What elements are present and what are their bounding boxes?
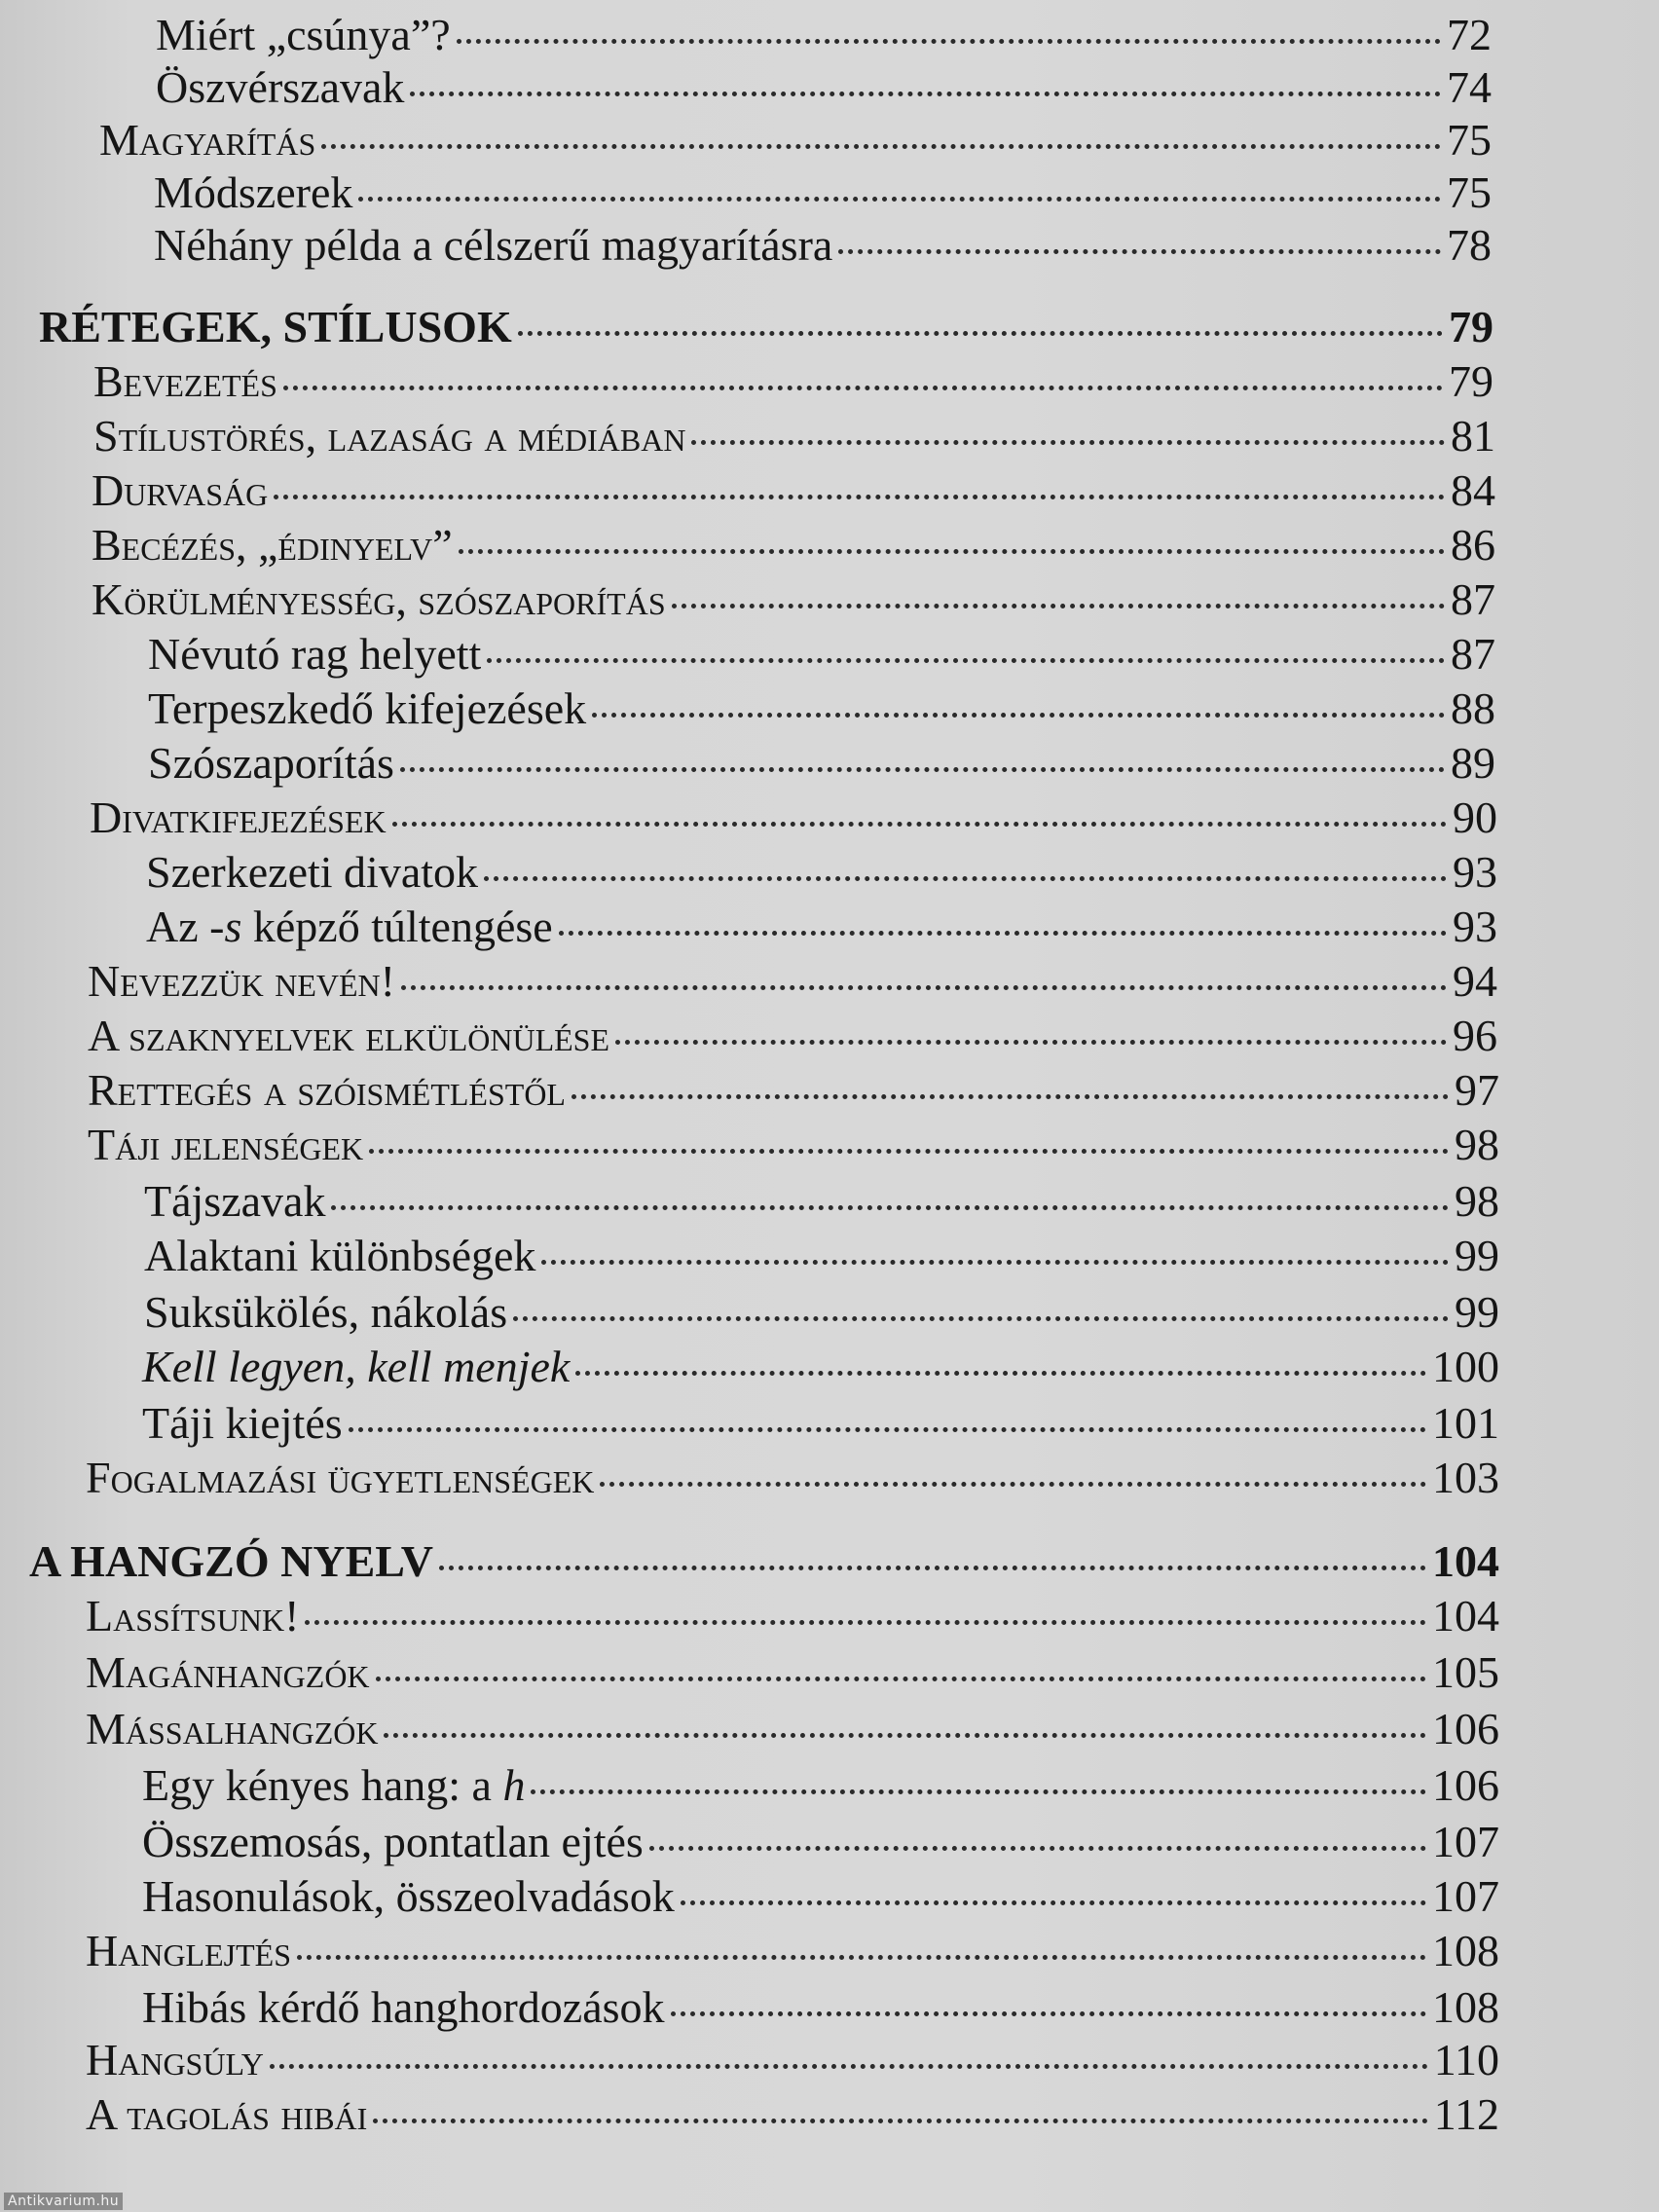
- toc-entry: [90, 789, 1497, 841]
- title-suffix: képző túltengése: [241, 902, 553, 951]
- dot-leader: [559, 892, 1447, 936]
- toc-entry-title: Becézés, „édinyelv”: [92, 520, 453, 570]
- toc-entry-page: 89: [1451, 738, 1495, 788]
- toc-entry: [142, 1867, 1499, 1920]
- dot-leader: [400, 728, 1445, 772]
- toc-entry: [92, 571, 1495, 623]
- toc-entry-page: 79: [1449, 356, 1493, 406]
- toc-entry: [142, 1813, 1499, 1865]
- dot-leader: [270, 2025, 1428, 2069]
- toc-entry-title: Összemosás, pontatlan ejtés: [142, 1817, 644, 1866]
- toc-entry: [88, 952, 1497, 1005]
- toc-entry: [92, 516, 1495, 569]
- toc-entry: [86, 1700, 1499, 1752]
- title-italic: s: [224, 902, 242, 951]
- toc-entry-title: Hasonulások, összeolvadások: [142, 1871, 675, 1921]
- toc-entry-page: 107: [1432, 1871, 1499, 1921]
- toc-entry-page: 99: [1455, 1287, 1499, 1337]
- toc-entry-title: Szószaporítás: [148, 738, 394, 788]
- toc-entry-page: 87: [1451, 574, 1495, 624]
- toc-entry-page: 93: [1453, 847, 1497, 897]
- toc-entry-title: Bevezetés: [93, 356, 277, 406]
- toc-entry: [88, 1061, 1499, 1114]
- toc-entry-page: 78: [1447, 220, 1492, 270]
- toc-entry-title: [142, 1759, 529, 1812]
- toc-entry-page: 107: [1432, 1817, 1499, 1866]
- toc-entry-page: 108: [1432, 1926, 1499, 1975]
- toc-entry-page: 99: [1455, 1231, 1499, 1280]
- toc-entry: [142, 1756, 1499, 1809]
- toc-entry-page: 101: [1432, 1398, 1499, 1448]
- watermark: Antikvarium.hu: [4, 2193, 123, 2210]
- dot-leader: [671, 1972, 1426, 2016]
- toc-entry: [156, 6, 1492, 58]
- toc-entry-title: Magyarítás: [99, 115, 316, 165]
- toc-entry-title: Mássalhangzók: [86, 1704, 379, 1753]
- toc-entry: [142, 1978, 1499, 2031]
- dot-leader: [484, 837, 1447, 881]
- toc-entry-title: Táji jelenségek: [88, 1120, 364, 1169]
- toc-entry: [144, 1227, 1499, 1279]
- toc-entry-title: Tájszavak: [144, 1176, 326, 1226]
- toc-entry-title: Szerkezeti divatok: [146, 847, 479, 897]
- dot-leader: [691, 401, 1445, 445]
- toc-entry: [99, 111, 1492, 164]
- toc-entry: [142, 1338, 1499, 1390]
- toc-entry-page: 98: [1455, 1176, 1499, 1226]
- dot-leader: [459, 510, 1445, 554]
- toc-entry-page: 104: [1432, 1591, 1499, 1641]
- toc-chapter-page: 79: [1449, 302, 1493, 351]
- dot-leader: [410, 53, 1441, 96]
- toc-entry: [92, 461, 1495, 514]
- toc-chapter: [39, 298, 1493, 350]
- toc-chapter: [29, 1532, 1499, 1585]
- toc-entry: [148, 734, 1495, 787]
- title-prefix: Az -: [146, 902, 225, 951]
- toc-chapter-title: RÉTEGEK, STÍLUSOK: [39, 302, 512, 351]
- dot-leader: [649, 1807, 1426, 1851]
- dot-leader: [376, 1638, 1426, 1681]
- toc-entry: [144, 1283, 1499, 1336]
- dot-leader: [297, 1916, 1426, 1960]
- toc-entry-title: Divatkifejezések: [90, 793, 387, 842]
- toc-entry: [93, 407, 1495, 460]
- toc-entry-title: Rettegés a szóismétléstől: [88, 1065, 566, 1115]
- dot-leader: [838, 210, 1441, 254]
- toc-entry-page: 90: [1453, 793, 1497, 842]
- toc-entry-title: Terpeszkedő kifejezések: [148, 683, 587, 733]
- toc-entry-title: Hangsúly: [86, 2035, 264, 2084]
- toc-entry: [86, 1449, 1499, 1501]
- toc-chapter-title: A HANGZÓ NYELV: [29, 1536, 433, 1586]
- toc-entry-title: Hibás kérdő hanghordozások: [142, 1982, 665, 2032]
- toc-entry-title: Öszvérszavak: [156, 62, 405, 112]
- toc-entry: [148, 625, 1495, 678]
- toc-entry-title: Kell legyen, kell menjek: [142, 1342, 571, 1391]
- toc-entry-page: 106: [1432, 1760, 1499, 1810]
- toc-entry-title: A szaknyelvek elkülönülése: [88, 1011, 610, 1060]
- toc-entry: [93, 352, 1493, 405]
- dot-leader: [358, 158, 1441, 202]
- toc-entry-page: 86: [1451, 520, 1495, 570]
- dot-leader: [518, 292, 1443, 336]
- dot-leader: [305, 1581, 1426, 1625]
- toc-entry-title: Miért „csúnya”?: [156, 10, 451, 59]
- toc-entry: [88, 1116, 1499, 1168]
- dot-leader: [373, 2080, 1427, 2123]
- toc-entry: [142, 1394, 1499, 1447]
- toc-entry-title: Suksükölés, nákolás: [144, 1287, 508, 1337]
- toc-entry-title: Fogalmazási ügyetlenségek: [86, 1453, 595, 1502]
- toc-entry-title: A tagolás hibái: [86, 2089, 368, 2139]
- toc-entry-page: 96: [1453, 1011, 1497, 1060]
- dot-leader: [600, 1443, 1426, 1487]
- dot-leader: [384, 1694, 1426, 1738]
- dot-leader: [283, 347, 1443, 390]
- dot-leader: [531, 1751, 1426, 1794]
- dot-leader: [575, 1332, 1426, 1376]
- toc-entry-page: 74: [1447, 62, 1492, 112]
- toc-entry-page: 75: [1447, 115, 1492, 165]
- dot-leader: [274, 456, 1445, 499]
- toc-entry-page: 75: [1447, 167, 1492, 217]
- dot-leader: [513, 1277, 1449, 1321]
- toc-entry-page: 87: [1451, 629, 1495, 679]
- toc-entry-page: 84: [1451, 465, 1495, 515]
- dot-leader: [681, 1862, 1426, 1905]
- dot-leader: [592, 674, 1445, 718]
- dot-leader: [615, 1001, 1447, 1045]
- toc-entry-page: 108: [1432, 1982, 1499, 2032]
- dot-leader: [672, 565, 1445, 608]
- dot-leader: [349, 1388, 1426, 1432]
- toc-entry: [86, 1587, 1499, 1640]
- toc-entry-title: Körülményesség, szószaporítás: [92, 574, 666, 624]
- toc-entry-page: 106: [1432, 1704, 1499, 1753]
- dot-leader: [331, 1166, 1449, 1210]
- toc-entry-page: 110: [1433, 2035, 1499, 2084]
- toc-entry-title: Durvaság: [92, 465, 269, 515]
- title-italic: h: [502, 1760, 526, 1810]
- toc-entry-page: 94: [1453, 956, 1497, 1006]
- toc-entry-title: Módszerek: [154, 167, 353, 217]
- toc-entry-page: 97: [1455, 1065, 1499, 1115]
- dot-leader: [487, 619, 1445, 663]
- title-prefix: Egy kényes hang: a: [142, 1760, 503, 1810]
- dot-leader: [439, 1527, 1426, 1570]
- toc-entry-title: Alaktani különbségek: [144, 1231, 536, 1280]
- toc-entry: [148, 680, 1495, 732]
- dot-leader: [457, 0, 1441, 44]
- toc-entry-title: Hanglejtés: [86, 1926, 291, 1975]
- toc-entry-title: Lassítsunk!: [86, 1591, 300, 1641]
- toc-chapter-page: 104: [1432, 1536, 1499, 1586]
- toc-entry-title: Néhány példa a célszerű magyarításra: [154, 220, 833, 270]
- toc-entry-page: 103: [1432, 1453, 1499, 1502]
- toc-entry-title: Magánhangzók: [86, 1647, 370, 1697]
- toc-entry-page: 72: [1447, 10, 1492, 59]
- toc-entry: [146, 843, 1497, 896]
- toc-entry-page: 88: [1451, 683, 1495, 733]
- toc-entry-title: [146, 901, 557, 953]
- toc-entry-page: 93: [1453, 902, 1497, 951]
- toc-entry-page: 81: [1451, 411, 1495, 461]
- dot-leader: [401, 946, 1447, 990]
- toc-entry-title: Nevezzük nevén!: [88, 956, 395, 1006]
- toc-entry-title: Stílustörés, lazaság a médiában: [93, 411, 686, 461]
- toc-entry-title: Táji kiejtés: [142, 1398, 343, 1448]
- toc-entry: [154, 164, 1492, 216]
- toc-entry: [154, 216, 1492, 269]
- dot-leader: [571, 1055, 1449, 1099]
- toc-entry: [86, 1643, 1499, 1696]
- toc-entry: [156, 58, 1492, 111]
- toc-entry-page: 112: [1433, 2089, 1499, 2139]
- toc-entry: [88, 1007, 1497, 1059]
- toc-entry: [146, 898, 1497, 950]
- dot-leader: [321, 105, 1441, 149]
- dot-leader: [541, 1221, 1449, 1265]
- toc-entry: [86, 2085, 1499, 2138]
- toc-entry-page: 100: [1432, 1342, 1499, 1391]
- toc-entry-page: 105: [1432, 1647, 1499, 1697]
- toc-entry-page: 98: [1455, 1120, 1499, 1169]
- toc-entry: [86, 1922, 1499, 1974]
- dot-leader: [392, 783, 1447, 827]
- toc-entry: [144, 1172, 1499, 1225]
- dot-leader: [369, 1110, 1449, 1154]
- toc-entry: [86, 2031, 1499, 2083]
- toc-entry-title: Névutó rag helyett: [148, 629, 482, 679]
